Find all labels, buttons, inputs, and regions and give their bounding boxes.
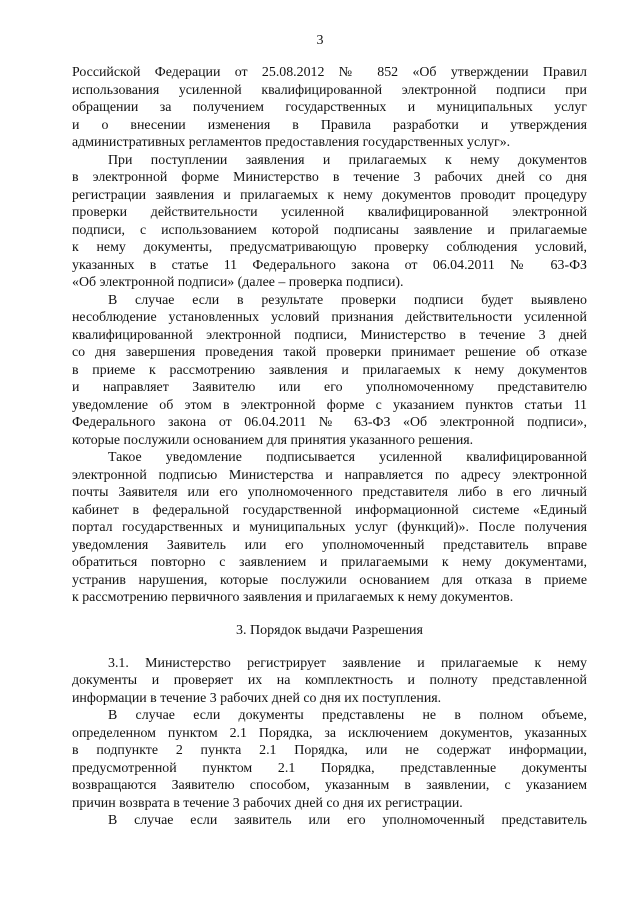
paragraph <box>72 707 587 812</box>
text-line: проверки действительности усиленной квалифицированной электронной <box>72 205 587 220</box>
text-line: портал государственных и муниципальных услуг (функций)». После получения <box>72 520 587 535</box>
text-line: к нему документы, предусматривающую проверку соблюдения условий, <box>72 240 587 255</box>
text-line: которые послужили основанием для принятия указанного решения. <box>72 432 474 448</box>
page-number: 3 <box>316 33 324 48</box>
text-line: несоблюдение установленных условий признания действительности усиленной <box>72 310 587 325</box>
text-line: информации в течение 3 рабочих дней со дня их поступления. <box>72 690 442 706</box>
text-line: и о внесении изменения в Правила разработки и утверждения <box>72 117 587 133</box>
paragraph <box>72 449 587 607</box>
text-line: Такое уведомление подписывается усиленной квалифицированной <box>108 450 587 465</box>
text-line: Российской Федерации от 25.08.2012 № 852 «Об утверждении Правил <box>72 65 587 80</box>
paragraph <box>72 152 587 292</box>
text-line: в электронной форме Министерство в течение 3 рабочих дней со дня <box>72 170 587 185</box>
text-line: указанных в статье 11 Федерального закона от 06.04.2011 № 63-ФЗ <box>72 257 587 273</box>
text-line: возвращаются Заявителю способом, указанным в заявлении, с указанием <box>72 778 587 793</box>
paragraphs-after-heading <box>72 655 587 830</box>
text-line: устранив нарушения, которые послужили основанием для отказа в приеме <box>72 572 587 588</box>
text-line: в приеме к рассмотрению заявления и прилагаемых к нему документов <box>72 362 587 378</box>
text-line: электронной подписью Министерства и направляется по адресу электронной <box>72 467 587 483</box>
text-line: регистрации заявления и прилагаемых к нему документов проводит процедуру <box>72 187 587 203</box>
text-line: к рассмотрению первичного заявления и прилагаемых к нему документов. <box>72 590 514 605</box>
text-line: уведомление об этом в электронной форме с указанием пунктов статьи 11 <box>72 397 587 413</box>
text-line: почты Заявителя или его уполномоченного представителя либо в его личный <box>72 485 587 500</box>
text-line: и направляет Заявителю или его уполномоченному представителю <box>72 380 587 395</box>
text-line: 3.1. Министерство регистрирует заявление и прилагаемые к нему <box>108 655 587 671</box>
text-line: со дня завершения проведения такой проверки принимает решение об отказе <box>72 345 587 360</box>
text-line: определенном пунктом 2.1 Порядка, за исключением документов, указанных <box>72 725 587 741</box>
paragraphs-before-heading <box>72 64 587 607</box>
text-line: При поступлении заявления и прилагаемых к нему документов <box>108 152 587 168</box>
text-line: подписи, с использованием которой подписаны заявление и прилагаемые <box>72 222 587 238</box>
text-line: кабинет в федеральной государственной информационной системе «Единый <box>72 502 587 518</box>
text-line: документы и проверяет их на комплектность и полноту представленной <box>72 673 587 688</box>
text-line: предусмотренной пунктом 2.1 Порядка, представленные документы <box>72 760 587 776</box>
text-line: обратиться повторно с заявлением и прилагаемыми к нему документами, <box>72 555 587 570</box>
text-line: в подпункте 2 пункта 2.1 Порядка, или не содержат информации, <box>72 743 587 758</box>
section-heading: 3. Порядок выдачи Разрешения <box>236 622 423 638</box>
text-line: «Об электронной подписи» (далее – проверка подписи). <box>72 275 404 290</box>
text-line: обращении за получением государственных и муниципальных услуг <box>72 100 587 115</box>
paragraph <box>72 64 587 152</box>
text-line: В случае если документы представлены не в полном объеме, <box>108 708 587 723</box>
text-line: административных регламентов предоставления государственных услуг». <box>72 135 511 150</box>
text-line: В случае если в результате проверки подписи будет выявлено <box>108 292 587 308</box>
text-line: уведомления Заявитель или его уполномоченный представитель вправе <box>72 537 587 553</box>
paragraph <box>72 812 587 830</box>
text-line: причин возврата в течение 3 рабочих дней со дня их регистрации. <box>72 795 463 811</box>
paragraph <box>72 655 587 708</box>
paragraph <box>72 292 587 450</box>
text-line: квалифицированной электронной подписи, Министерство в течение 3 дней <box>72 327 587 343</box>
text-line: Федерального закона от 06.04.2011 № 63-ФЗ «Об электронной подписи», <box>72 415 587 430</box>
document-body <box>72 64 587 830</box>
text-line: В случае если заявитель или его уполномоченный представитель <box>108 813 587 828</box>
text-line: использования усиленной квалифицированной электронной подписи при <box>72 82 587 98</box>
